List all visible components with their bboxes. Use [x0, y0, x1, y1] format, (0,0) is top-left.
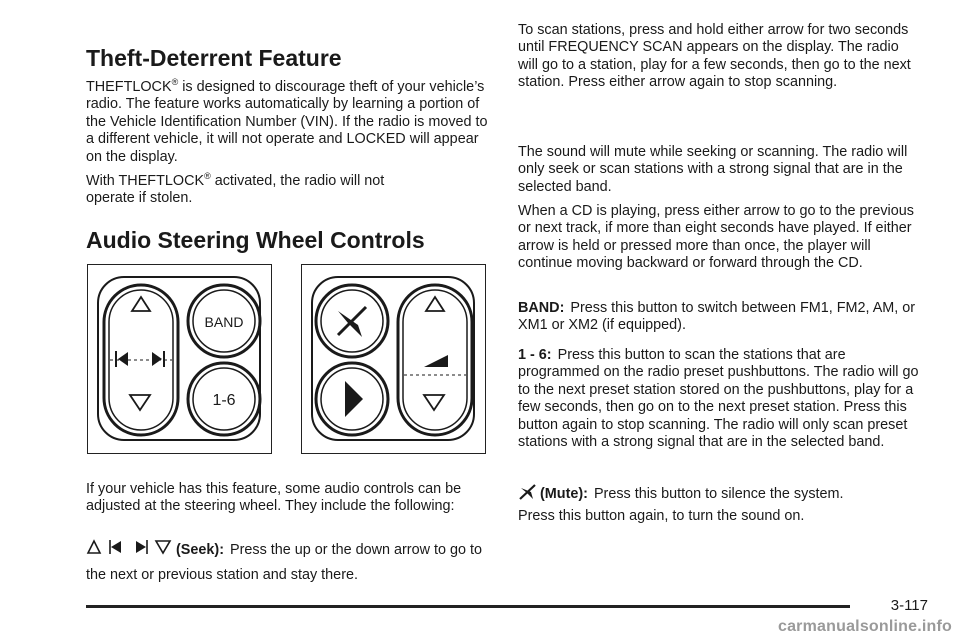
band-paragraph	[518, 300, 926, 335]
mute-seek-paragraph: The sound will mute while seeking or scanning. The radio will only seek or scan stations with a strong signal that are in the selected band.	[518, 144, 908, 195]
preset-button-label: 1-6	[212, 392, 236, 409]
preset-description: Press this button to scan the stations that are programmed on the radio preset pushbuttons. The radio will go to the next preset station stored on the pushbuttons, play for a few seconds, then go on to the next preset station. Press this button again to stop scanning. The radio will only scan preset stations with a strong signal that are in the selected band.	[518, 347, 919, 451]
mute-symbol-icon	[338, 307, 366, 337]
mute-icon	[518, 484, 538, 500]
page-number: 3-117	[890, 597, 928, 614]
band-term: BAND:	[518, 300, 565, 316]
seek-description: Press the up or the down arrow to go to the next or previous station and stay there.	[86, 542, 482, 583]
section-title-theft: Theft-Deterrent Feature	[86, 45, 342, 71]
mute-paragraph	[518, 484, 926, 503]
preset-term: 1 - 6:	[518, 347, 552, 363]
band-description: Press this button to switch between FM1, FM2, AM, or XM1 or XM2 (if equipped).	[518, 300, 916, 334]
cd-paragraph: When a CD is playing, press either arrow to go to the previous or next track, if more than eight seconds have played. If either arrow is held or pressed more than once, the player will continue moving backward or forward through the CD.	[518, 203, 914, 272]
theftlock-activated-paragraph	[86, 173, 426, 208]
band-button-label: BAND	[204, 314, 244, 330]
theftlock-activated-prefix: With THEFTLOCK	[86, 173, 205, 189]
theftlock-activated-text: activated, the radio will not operate if stolen.	[86, 173, 385, 207]
play-icon	[345, 381, 363, 417]
seek-symbols-icon	[86, 538, 172, 556]
watermark: carmanualsonline.info	[777, 618, 952, 635]
scan-paragraph: To scan stations, press and hold either arrow for two seconds until FREQUENCY SCAN appears on the display. The radio will go to a station, play for a few seconds, then go to the next station. Press either arrow again to stop scanning.	[518, 22, 911, 91]
preset-paragraph	[518, 347, 926, 451]
registered-mark: ®	[171, 77, 179, 87]
section-title-audio: Audio Steering Wheel Controls	[86, 227, 425, 253]
mute-description: Press this button to silence the system.	[593, 486, 844, 502]
seek-term: (Seek):	[176, 542, 224, 558]
right-control-pad-illustration	[302, 265, 484, 452]
theftlock-brand: THEFTLOCK	[86, 79, 172, 95]
mute-off-paragraph: Press this button again, to turn the sound on.	[518, 508, 805, 524]
seek-icons	[86, 538, 172, 556]
controls-intro-paragraph: If your vehicle has this feature, some audio controls can be adjusted at the steering wheel. They include the following:	[86, 481, 462, 515]
registered-mark-2: ®	[204, 171, 211, 181]
steering-controls-right-figure	[301, 264, 486, 454]
left-control-pad-illustration	[88, 265, 270, 452]
mute-term: (Mute):	[540, 486, 588, 502]
footer-rule	[86, 605, 850, 608]
seek-paragraph	[86, 538, 491, 588]
theftlock-description: is designed to discourage theft of your vehicle’s radio. The feature works automatically by learning a portion of the Vehicle Identification Number (VIN). If the radio is moved to a different vehicle, it will not operate and LOCKED will appear on the display.	[86, 79, 488, 165]
theftlock-paragraph	[86, 79, 491, 166]
volume-ramp-icon	[424, 355, 448, 367]
steering-controls-left-figure	[87, 264, 272, 454]
